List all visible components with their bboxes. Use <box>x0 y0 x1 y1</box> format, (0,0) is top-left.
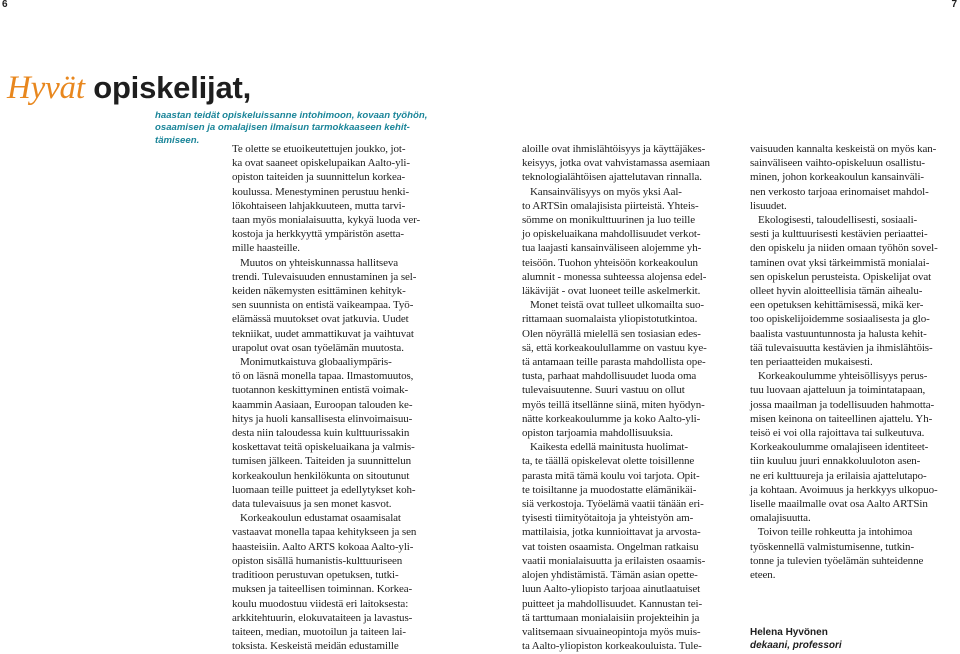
body-text-line: koskettavat teitä opiskeluaikana ja valmis- <box>232 441 415 454</box>
body-text-line: vastaavat monella tapaa kehitykseen ja sen <box>232 526 417 539</box>
body-text-line: mille haasteille. <box>232 242 300 255</box>
body-text-line: tumisen jälkeen. Taiteiden ja suunnittelun <box>232 455 412 468</box>
body-text-line: korkeakoulun henkilökunta on sitoutunut <box>232 469 410 482</box>
body-text-line: taiteen, median, muotoilun ja taiteen lai- <box>232 625 406 638</box>
body-text-line: muksen ja taiteellisen toiminnan. Korkea- <box>232 583 413 596</box>
body-text-line: jo opiskeluaikana mahdollisuudet verkot- <box>522 228 701 241</box>
body-text-line: taminen ovat yksi tärkeimmistä monialai- <box>750 256 930 269</box>
body-text-line: keisyys, jotka ovat vahvistamassa asemiaan <box>522 157 710 170</box>
body-text-line: lisuudet. <box>750 199 787 212</box>
body-text-line: keiden näkemysten esittäminen kehityk- <box>232 285 406 298</box>
body-text-line: eteen. <box>750 569 776 582</box>
body-text-line: den opiskelu ja niiden omaan työhön sovel- <box>750 242 938 255</box>
body-text-line: Korkeakoulumme yhteisöllisyys perus- <box>750 370 928 383</box>
body-text-line: tuu luovaan ajatteluun ja toimintatapaan, <box>750 384 926 397</box>
body-text-line: koulussa. Menestyminen perustuu henki- <box>232 185 410 198</box>
body-text-line: sömme on monikulttuurinen ja luo teille <box>522 214 695 227</box>
body-text-line: tää tulevaisuutta kestävien ja ihmislähtöis- <box>750 341 933 354</box>
body-text-line: opiston sisällä humanistis-kulttuuriseen <box>232 554 403 567</box>
body-text-line: tä antamaan teille parasta mahdollista ope- <box>522 356 706 369</box>
body-text-line: Te olette se etuoikeutettujen joukko, jot- <box>232 143 406 155</box>
body-text-line: Kansainvälisyys on myös yksi Aal- <box>522 185 682 198</box>
body-text-line: hitys ja huoli kansallisesta elinvoimaisuu- <box>232 412 413 425</box>
body-text-line: kaammin Aasiaan, Euroopan talouden ke- <box>232 398 413 411</box>
body-text-line: myös teillä itsellänne siinä, miten hyödyn- <box>522 398 705 411</box>
body-text-line: data tulevaisuus ja sen monet kasvot. <box>232 498 392 511</box>
body-text-line: luun Aalto-yliopisto tarjoaa ainutlaatuiset <box>522 583 701 596</box>
body-text-line: nen verkosto tarjoaa erinomaiset mahdol- <box>750 185 929 198</box>
body-text-line: baalista vastuuntunnosta ja halusta kehit- <box>750 327 927 340</box>
body-text-line: vat toisten osaamista. Ongelman ratkaisu <box>522 540 699 553</box>
body-text-line: siä verkostoja. Työelämä vaatii tänään eri- <box>522 498 704 511</box>
body-text-line: vaatii monialaisuutta ja erilaisten osaamis- <box>522 554 706 567</box>
headline-accent: Hyvät <box>7 70 85 106</box>
body-text-line: tä tarttumaan monialaisiin projekteihin ja <box>522 611 700 624</box>
body-text-line: tulevaisuutenne. Suuri vastuu on ollut <box>522 384 685 397</box>
body-text-line: alojen yhdistämistä. Tämän asian opette- <box>522 569 698 582</box>
body-text-line: sä, että korkeakoulullamme on vastuu kye- <box>522 341 707 354</box>
body-text-line: valitsemaan sivuaineopintoja myös muis- <box>522 625 701 638</box>
body-text-line: tuotannon keskittyminen entistä voimak- <box>232 384 409 397</box>
body-text-line: vaisuuden kannalta keskeistä on myös kan- <box>750 143 937 155</box>
body-text-line: tua laajasti kansainväliseen alojemme yh- <box>522 242 702 255</box>
body-text-line: een opetuksen kehittämisessä, mikä ker- <box>750 299 924 312</box>
body-text-line: opiston taiteiden ja suunnittelun korkea- <box>232 171 406 184</box>
body-text-line: Monimutkaistuva globaaliympäris- <box>232 356 392 369</box>
body-text-line: teisö ei voi olla rajoittava tai sulkeutuva. <box>750 427 925 440</box>
body-text-line: jossa maailman ja todellisuuden hahmotta- <box>750 398 935 411</box>
body-text-line: to ARTSin omalajisista piirteistä. Yhteis- <box>522 199 699 212</box>
body-text-line: Monet teistä ovat tulleet ulkomailta suo- <box>522 299 704 312</box>
body-text-line: Ekologisesti, taloudellisesti, sosiaali- <box>750 214 918 227</box>
body-text-line: parasta mitä tämä koulu voi tarjota. Opit- <box>522 469 700 482</box>
body-text-line: luomaan teille puitteet ja edellytykset koh- <box>232 483 416 496</box>
body-text-line: alumnit - monessa suhteessa alojensa edel- <box>522 270 707 283</box>
body-text-line: too opiskelijoidemme sosiaalisesta ja glo- <box>750 313 930 326</box>
body-text-line: Olen nöyrällä mielellä sen tosiasian edes- <box>522 327 701 340</box>
body-text-line: haasteisiin. Aalto ARTS kokoaa Aalto-yli- <box>232 540 414 553</box>
page-headline <box>7 70 251 107</box>
headline-rest: opiskelijat, <box>84 70 252 105</box>
body-text-line: ta, te täällä opiskelevat olette toisillenne <box>522 455 695 468</box>
page-number-left: 6 <box>2 0 8 10</box>
body-text-line: te toisiltanne ja muodostatte elämänikäi- <box>522 483 697 496</box>
body-text-line: ka ovat saaneet opiskelupaikan Aalto-yli- <box>232 157 410 170</box>
body-text-line: tiin kuuluu juuri ennakkoluuloton asen- <box>750 455 921 468</box>
body-text-line: desta niin taloudessa kuin kulttuurissakin <box>232 427 410 440</box>
body-text-line: opiston tarjoamia mahdollisuuksia. <box>522 427 673 440</box>
lead-line: haastan teidät opiskeluissanne intohimoon, kovaan työhön, <box>155 110 428 121</box>
body-text-line: Muutos on yhteiskunnassa hallitseva <box>232 256 399 269</box>
body-text-line: työskennellä valmistumisenne, tutkin- <box>750 540 915 553</box>
lead-line: osaamisen ja omalajisen ilmaisun tarmokkaaseen kehit- <box>155 122 410 134</box>
body-text-line: aloille ovat ihmislähtöisyys ja käyttäjäkes- <box>522 143 706 155</box>
body-text-line: omalajisuutta. <box>750 512 811 525</box>
body-text-line: elämässä muutokset ovat jatkuvia. Uudet <box>232 313 409 326</box>
body-column-2 <box>522 142 710 653</box>
body-text-line: kostoja ja herkkyyttä ympäristön asetta- <box>232 228 404 241</box>
body-text-line: traditioon perustuvan opetuksen, tutki- <box>232 569 399 582</box>
body-text-line: sen suunnista on entistä vaikeampaa. Työ- <box>232 299 414 312</box>
body-column-3 <box>750 142 938 582</box>
body-text-line: läkävijät - ovat luoneet teille askelmerkit. <box>522 285 701 298</box>
body-text-line: rittamaan suomalaista yliopistotutkintoa. <box>522 313 698 326</box>
signature-title: dekaani, professori <box>750 640 842 651</box>
page-number-right: 7 <box>951 0 957 10</box>
body-text-line: ne eri kulttuureja ja erilaisia ajattelutapo- <box>750 469 927 482</box>
body-text-line: ta Aalto-yliopiston korkeakouluista. Tule- <box>522 640 702 653</box>
body-text-line: sen opiskelun perusteista. Opiskelijat ovat <box>750 270 932 283</box>
signature-name: Helena Hyvönen <box>750 627 828 638</box>
body-text-line: lökohtaiseen lahjakkuuteen, mutta tarvi- <box>232 199 406 212</box>
body-text-line: tyisesti tiimityötaitoja ja yhteistyön am- <box>522 512 694 525</box>
body-text-line: minen, johon korkeakoulun kansainväli- <box>750 171 924 184</box>
body-text-line: arkkitehtuurin, elokuvataiteen ja lavastus- <box>232 611 413 624</box>
body-text-line: Korkeakoulun edustamat osaamisalat <box>232 512 401 525</box>
body-text-line: liselle maailmalle ovat osa Aalto ARTSin <box>750 498 928 511</box>
body-text-line: sainväliseen vaihto-opiskeluun osallistu- <box>750 157 925 170</box>
body-text-line: puitteet ja mahdollisuudet. Kannustan tei- <box>522 597 703 610</box>
body-text-line: tusta, parhaat mahdollisuudet luoda oma <box>522 370 697 383</box>
body-column-1 <box>232 142 420 653</box>
body-text-line: nätte korkeakoulumme ja koko Aalto-yli- <box>522 412 701 425</box>
body-text-line: misen keinona on taiteellinen ajattelu. Yh- <box>750 412 933 425</box>
body-text-line: taan myös monialaisuutta, kykyä luoda ver- <box>232 214 421 227</box>
body-text-line: olleet hyvin aloitteellisia tämän aihealu- <box>750 285 923 298</box>
body-text-line: Kaikesta edellä mainitusta huolimat- <box>522 441 688 454</box>
body-text-line: koulu muodostuu viidestä eri laitoksesta: <box>232 597 409 610</box>
body-text-line: teknologialähtöisen ajattelutavan rinnalla. <box>522 171 702 184</box>
body-text-line: Korkeakoulumme omalajiseen identiteet- <box>750 441 929 454</box>
body-text-line: teisöön. Tuohon yhteisöön korkeakoulun <box>522 256 698 269</box>
body-text-line: tonne ja tulevien työelämän suhteidenne <box>750 554 924 567</box>
body-text-line: mattilaisia, jotka kunnioittavat ja arvosta- <box>522 526 701 539</box>
body-text-line: tö on läsnä monella tapaa. Ilmastomuutos, <box>232 370 414 383</box>
body-text-line: trendi. Tulevaisuuden ennustaminen ja sel- <box>232 270 417 283</box>
body-text-line: Toivon teille rohkeutta ja intohimoa <box>750 526 913 539</box>
lead-line: tämiseen. <box>155 134 200 146</box>
body-text-line: tekniikat, uudet ammattikuvat ja vaihtuvat <box>232 327 414 340</box>
body-text-line: toksista. Keskeistä meidän edustamille <box>232 640 399 653</box>
body-text-line: ten periaatteiden mukaisesti. <box>750 356 873 369</box>
body-text-line: urapolut ovat osan työelämän muutosta. <box>232 341 404 354</box>
body-text-line: ja kohtaan. Avoimuus ja herkkyys ulkopuo- <box>750 483 938 496</box>
body-text-line: sesti ja kulttuurisesti kestävien periaattei- <box>750 228 928 241</box>
